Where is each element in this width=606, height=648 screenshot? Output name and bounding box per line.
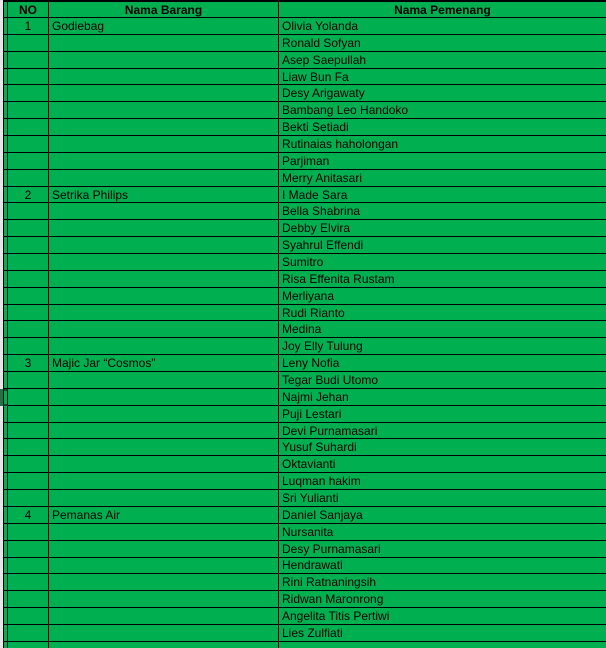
cell-nama-barang[interactable] — [49, 203, 279, 220]
cell-no[interactable] — [8, 102, 49, 119]
cell-nama-barang[interactable] — [49, 608, 279, 625]
cell-no[interactable] — [8, 591, 49, 608]
table-row — [0, 473, 606, 490]
cell-nama-barang[interactable]: Godiebag — [49, 18, 279, 35]
cell-nama-pemenang[interactable]: Parjiman — [279, 153, 606, 170]
cell-no[interactable] — [8, 574, 49, 591]
cell-nama-pemenang[interactable]: Angelita Titis Pertiwi — [279, 608, 606, 625]
cell-nama-pemenang[interactable]: Liaw Bun Fa — [279, 69, 606, 86]
cell-no[interactable] — [8, 254, 49, 271]
cell-nama-barang[interactable] — [49, 102, 279, 119]
cell-no[interactable] — [8, 439, 49, 456]
cell-nama-barang[interactable] — [49, 288, 279, 305]
cell-nama-barang[interactable] — [49, 456, 279, 473]
column-header-no[interactable]: NO — [8, 0, 49, 18]
table-row — [0, 119, 606, 136]
table-row — [0, 321, 606, 338]
cell-nama-barang[interactable] — [49, 119, 279, 136]
cell-nama-pemenang[interactable]: Daniel Sanjaya — [279, 507, 606, 524]
table-row — [0, 423, 606, 440]
table-row — [0, 456, 606, 473]
cell-no[interactable] — [8, 490, 49, 507]
column-header-nama-barang[interactable]: Nama Barang — [49, 0, 279, 18]
cell-nama-barang[interactable] — [49, 558, 279, 575]
cell-nama-barang[interactable] — [49, 237, 279, 254]
table-row — [0, 102, 606, 119]
cell-no[interactable] — [8, 625, 49, 642]
table-row — [0, 18, 606, 35]
cell-nama-pemenang[interactable] — [279, 642, 606, 648]
table-row — [0, 153, 606, 170]
cell-no[interactable] — [8, 558, 49, 575]
table-row — [0, 220, 606, 237]
cell-nama-barang[interactable] — [49, 591, 279, 608]
cell-no[interactable]: 2 — [8, 187, 49, 204]
cell-nama-barang[interactable] — [49, 220, 279, 237]
table-row — [0, 136, 606, 153]
cell-no[interactable] — [8, 153, 49, 170]
table-row — [0, 288, 606, 305]
cell-nama-barang[interactable] — [49, 321, 279, 338]
cell-no[interactable] — [8, 35, 49, 52]
cell-no[interactable] — [8, 608, 49, 625]
cell-nama-barang[interactable] — [49, 389, 279, 406]
cell-no[interactable] — [8, 473, 49, 490]
cell-nama-pemenang[interactable]: Risa Effenita Rustam — [279, 271, 606, 288]
table-row — [0, 52, 606, 69]
table-row — [0, 524, 606, 541]
cell-no[interactable]: 3 — [8, 355, 49, 372]
cell-nama-pemenang[interactable]: Hendrawati — [279, 558, 606, 575]
cell-nama-barang[interactable] — [49, 170, 279, 187]
cell-nama-pemenang[interactable]: Devi Purnamasari — [279, 423, 606, 440]
cell-no[interactable] — [8, 321, 49, 338]
cell-nama-pemenang[interactable]: Ronald Sofyan — [279, 35, 606, 52]
cell-nama-pemenang[interactable]: Joy Elly Tulung — [279, 338, 606, 355]
cell-no[interactable] — [8, 305, 49, 322]
table-row — [0, 254, 606, 271]
cell-nama-pemenang[interactable]: Merliyana — [279, 288, 606, 305]
table-row — [0, 490, 606, 507]
cell-no[interactable] — [8, 456, 49, 473]
cell-no[interactable] — [8, 69, 49, 86]
cell-nama-pemenang[interactable]: Bella Shabrina — [279, 203, 606, 220]
cell-nama-barang[interactable] — [49, 490, 279, 507]
table-header-row — [0, 0, 606, 18]
table-row — [0, 541, 606, 558]
table-row — [0, 389, 606, 406]
cell-nama-barang[interactable] — [49, 642, 279, 648]
table-row — [0, 271, 606, 288]
table-body — [0, 18, 606, 648]
table-row — [0, 187, 606, 204]
table-row — [0, 69, 606, 86]
cell-no[interactable] — [8, 136, 49, 153]
cell-nama-pemenang[interactable]: Yusuf Suhardi — [279, 439, 606, 456]
cell-nama-pemenang[interactable]: Olivia Yolanda — [279, 18, 606, 35]
cell-nama-barang[interactable] — [49, 305, 279, 322]
cell-nama-pemenang[interactable]: Tegar Budi Utomo — [279, 372, 606, 389]
cell-nama-pemenang[interactable]: Merry Anitasari — [279, 170, 606, 187]
table-row — [0, 85, 606, 102]
table-row — [0, 338, 606, 355]
table-row — [0, 170, 606, 187]
table-row — [0, 608, 606, 625]
cell-nama-barang[interactable] — [49, 69, 279, 86]
cell-nama-barang[interactable] — [49, 136, 279, 153]
cell-no[interactable] — [8, 642, 49, 648]
table-row — [0, 35, 606, 52]
table-row — [0, 574, 606, 591]
cell-nama-pemenang[interactable]: Syahrul Effendi — [279, 237, 606, 254]
cell-nama-barang[interactable] — [49, 473, 279, 490]
cell-nama-pemenang[interactable]: Puji Lestari — [279, 406, 606, 423]
cell-nama-barang[interactable] — [49, 338, 279, 355]
cell-nama-pemenang[interactable]: Desy Purnamasari — [279, 541, 606, 558]
cell-nama-barang[interactable] — [49, 254, 279, 271]
cell-no[interactable] — [8, 406, 49, 423]
cell-no[interactable] — [8, 220, 49, 237]
cell-nama-pemenang[interactable]: Lies Zulfiati — [279, 625, 606, 642]
cell-nama-barang[interactable] — [49, 372, 279, 389]
table-row — [0, 642, 606, 648]
table-row — [0, 591, 606, 608]
cell-nama-pemenang[interactable]: Rutinaias haholongan — [279, 136, 606, 153]
cell-nama-pemenang[interactable]: Luqman hakim — [279, 473, 606, 490]
cell-no[interactable]: 4 — [8, 507, 49, 524]
cell-nama-pemenang[interactable]: Sri Yulianti — [279, 490, 606, 507]
table-row — [0, 625, 606, 642]
cell-no[interactable] — [8, 372, 49, 389]
cell-no[interactable] — [8, 524, 49, 541]
cell-no[interactable] — [8, 423, 49, 440]
cell-nama-pemenang[interactable]: Bambang Leo Handoko — [279, 102, 606, 119]
cell-nama-barang[interactable] — [49, 541, 279, 558]
table-row — [0, 237, 606, 254]
cell-nama-pemenang[interactable]: Bekti Setiadi — [279, 119, 606, 136]
cell-nama-barang[interactable] — [49, 271, 279, 288]
cell-nama-barang[interactable] — [49, 52, 279, 69]
cell-no[interactable] — [8, 237, 49, 254]
cell-nama-pemenang[interactable]: Rini Ratnaningsih — [279, 574, 606, 591]
cell-nama-barang[interactable]: Majic Jar “Cosmos” — [49, 355, 279, 372]
cell-no[interactable] — [8, 338, 49, 355]
table-row — [0, 507, 606, 524]
table-row — [0, 558, 606, 575]
cell-nama-barang[interactable] — [49, 406, 279, 423]
cell-nama-pemenang[interactable]: Medina — [279, 321, 606, 338]
cell-nama-pemenang[interactable]: Rudi Rianto — [279, 305, 606, 322]
cell-nama-barang[interactable] — [49, 423, 279, 440]
cell-nama-barang[interactable] — [49, 439, 279, 456]
table-row — [0, 406, 606, 423]
cell-nama-barang[interactable] — [49, 35, 279, 52]
cell-no[interactable] — [8, 52, 49, 69]
cell-no[interactable] — [8, 389, 49, 406]
cell-no[interactable] — [8, 541, 49, 558]
cell-nama-pemenang[interactable]: Ridwan Maronrong — [279, 591, 606, 608]
cell-nama-barang[interactable] — [49, 524, 279, 541]
cell-no[interactable] — [8, 288, 49, 305]
cell-nama-pemenang[interactable]: Asep Saepullah — [279, 52, 606, 69]
cell-nama-barang[interactable] — [49, 625, 279, 642]
cell-nama-pemenang[interactable]: Desy Arigawaty — [279, 85, 606, 102]
cell-no[interactable] — [8, 203, 49, 220]
cell-nama-pemenang[interactable]: Leny Nofia — [279, 355, 606, 372]
cell-nama-pemenang[interactable]: I Made Sara — [279, 187, 606, 204]
cell-nama-barang[interactable] — [49, 153, 279, 170]
cell-nama-pemenang[interactable]: Sumitro — [279, 254, 606, 271]
cell-nama-barang[interactable] — [49, 85, 279, 102]
cell-nama-barang[interactable]: Pemanas Air — [49, 507, 279, 524]
table-row — [0, 372, 606, 389]
cell-no[interactable]: 1 — [8, 18, 49, 35]
cell-nama-pemenang[interactable]: Nursanita — [279, 524, 606, 541]
cell-no[interactable] — [8, 170, 49, 187]
table-row — [0, 305, 606, 322]
cell-nama-pemenang[interactable]: Najmi Jehan — [279, 389, 606, 406]
cell-no[interactable] — [8, 119, 49, 136]
cell-nama-pemenang[interactable]: Debby Elvira — [279, 220, 606, 237]
cell-no[interactable] — [8, 271, 49, 288]
cell-nama-pemenang[interactable]: Oktavianti — [279, 456, 606, 473]
table-row — [0, 203, 606, 220]
cell-no[interactable] — [8, 85, 49, 102]
table-row — [0, 439, 606, 456]
column-header-nama-pemenang[interactable]: Nama Pemenang — [279, 0, 606, 18]
cell-nama-barang[interactable] — [49, 574, 279, 591]
cell-nama-barang[interactable]: Setrika Philips — [49, 187, 279, 204]
table-row — [0, 355, 606, 372]
